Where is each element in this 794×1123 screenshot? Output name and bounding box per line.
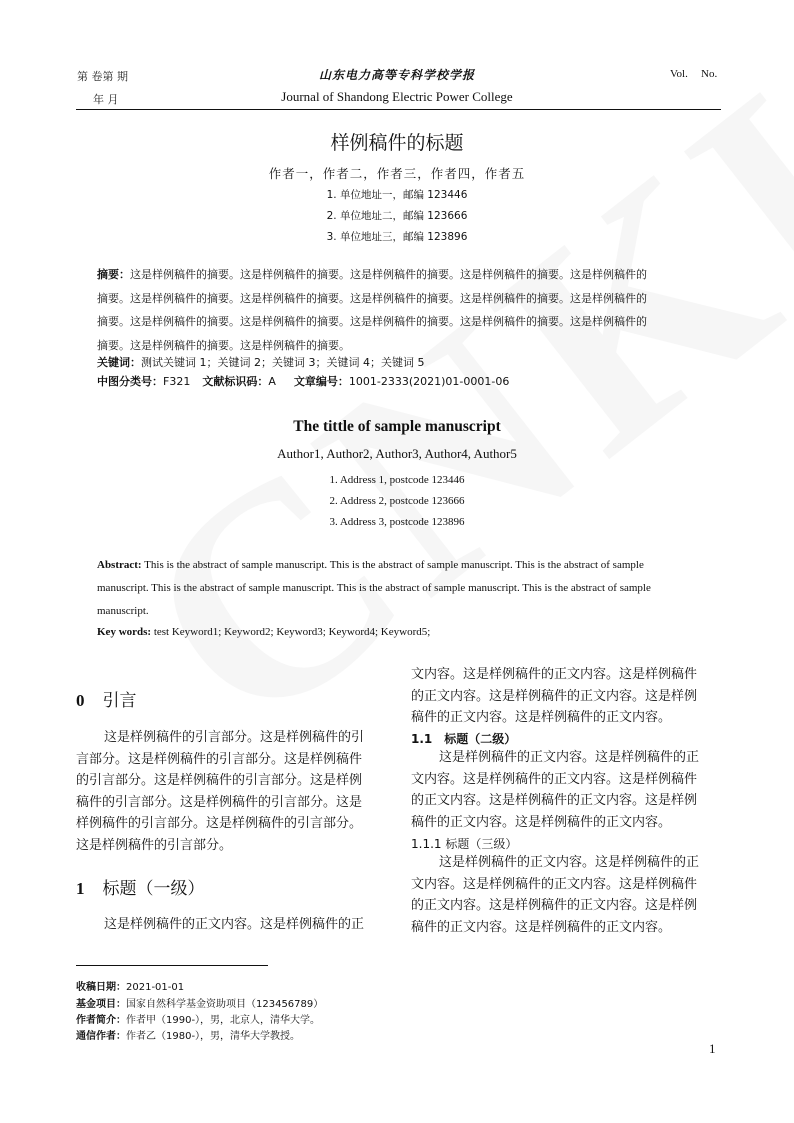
- date-label-cn: 年 月: [93, 93, 119, 106]
- abstract-en-label: Abstract:: [97, 559, 142, 571]
- paper-title-en: The tittle of sample manuscript: [293, 418, 501, 435]
- section-1-number: 1: [76, 879, 85, 898]
- intro-line: 这是样例稿件的引言部分。这是样例稿件的引: [104, 730, 365, 745]
- body-line: 文内容。这是样例稿件的正文内容。这是样例稿件: [411, 667, 698, 682]
- classification-line: [97, 374, 509, 390]
- right-col-continuation: [411, 664, 721, 729]
- abstract-cn-line: 摘要。这是样例稿件的摘要。这是样例稿件的摘要。: [97, 338, 350, 352]
- article-no-value: 1001-2333(2021)01-0001-06: [348, 375, 510, 388]
- keywords-cn-text: 测试关键词 1；关键词 2；关键词 3；关键词 4；关键词 5: [141, 356, 425, 369]
- abstract-cn-line: 摘要。这是样例稿件的摘要。这是样例稿件的摘要。这是样例稿件的摘要。这是样例稿件的摘要。这是样例稿件的: [97, 315, 647, 328]
- vol-label: Vol.: [670, 68, 688, 80]
- keywords-en-label: Key words:: [97, 626, 152, 638]
- intro-line: 稿件的引言部分。这是样例稿件的引言部分。这是: [76, 794, 363, 810]
- footnote-rule: [76, 965, 268, 966]
- intro-line: 样例稿件的引言部分。这是样例稿件的引言部分。: [76, 816, 363, 831]
- body-line: 这是样例稿件的正文内容。这是样例稿件的正: [104, 917, 365, 932]
- abstract-cn: [97, 263, 707, 357]
- subsection-1-1-1-paragraph: [411, 852, 721, 938]
- address-en-3: 3. Address 3, postcode 123896: [329, 516, 465, 528]
- section-0-heading: [76, 686, 137, 711]
- keywords-cn: [97, 355, 424, 371]
- body-line: 的正文内容。这是样例稿件的正文内容。这是样例: [411, 688, 698, 704]
- section-0-title: 引言: [102, 691, 137, 711]
- abstract-en: [97, 554, 697, 623]
- subsection-1-1-paragraph: [411, 747, 721, 833]
- journal-name-cn: 山东电力高等专科学校学报: [318, 68, 475, 82]
- keywords-en: [97, 624, 697, 640]
- keywords-en-text: test Keyword1; Keyword2; Keyword3; Keyword4; Keyword5;: [153, 626, 431, 638]
- section-1-heading: [76, 874, 205, 899]
- abstract-en-line: manuscript.: [97, 605, 149, 617]
- footnote-corresponding: 通信作者：作者乙（1980-），男，清华大学教授。: [76, 1031, 301, 1042]
- issue-label-cn: 第 卷第 期: [77, 70, 128, 83]
- journal-name-en: Journal of Shandong Electric Power College: [281, 89, 513, 104]
- authors-en: Author1, Author2, Author3, Author4, Author5: [277, 446, 517, 461]
- subsection-1-1-heading: 1.1 标题（二级）: [411, 732, 517, 746]
- abstract-cn-line: 摘要。这是样例稿件的摘要。这是样例稿件的摘要。这是样例稿件的摘要。这是样例稿件的摘要。这是样例稿件的: [97, 291, 647, 305]
- body-line: 稿件的正文内容。这是样例稿件的正文内容。: [411, 919, 672, 935]
- abstract-en-line: manuscript. This is the abstract of sample manuscript. This is the abstract of sample manuscript. This is the abstract of sample: [97, 582, 651, 594]
- section-1-title: 标题（一级）: [102, 879, 205, 899]
- keywords-cn-label: 关键词：: [97, 356, 141, 369]
- intro-line: 言部分。这是样例稿件的引言部分。这是样例稿件: [76, 751, 363, 767]
- body-line: 这是样例稿件的正文内容。这是样例稿件的正: [439, 750, 700, 765]
- address-en-2: 2. Address 2, postcode 123666: [329, 495, 465, 507]
- address-cn-3: 3. 单位地址三，邮编 123896: [326, 231, 468, 243]
- doc-code-label: 文献标识码：: [202, 375, 269, 388]
- clc-value: F321: [163, 375, 191, 388]
- body-line: 文内容。这是样例稿件的正文内容。这是样例稿件: [411, 771, 698, 787]
- address-en-1: 1. Address 1, postcode 123446: [329, 474, 465, 486]
- intro-line: 这是样例稿件的引言部分。: [76, 837, 233, 853]
- header-rule: [76, 109, 721, 110]
- paper-title-cn: 样例稿件的标题: [330, 132, 464, 154]
- section-0-number: 0: [76, 691, 85, 710]
- intro-paragraph: [76, 727, 386, 856]
- body-line: 的正文内容。这是样例稿件的正文内容。这是样例: [411, 793, 698, 808]
- intro-line: 的引言部分。这是样例稿件的引言部分。这是样例: [76, 773, 363, 788]
- abstract-en-line: Abstract: This is the abstract of sample manuscript. This is the abstract of sample manuscript. This is the abstract of sample: [97, 559, 644, 571]
- body-line: 稿件的正文内容。这是样例稿件的正文内容。: [411, 710, 672, 725]
- page-number: 1: [709, 1041, 716, 1056]
- abstract-cn-label: 摘要：: [97, 268, 130, 281]
- address-cn-1: 1. 单位地址一，邮编 123446: [326, 189, 468, 201]
- footnote-received: 收稿日期：2021-01-01: [76, 982, 185, 993]
- clc-label: 中图分类号：: [97, 375, 163, 388]
- footnote-fund: 基金项目：国家自然科学基金资助项目（123456789）: [76, 999, 324, 1010]
- address-cn-2: 2. 单位地址二，邮编 123666: [326, 210, 468, 222]
- body-line: 文内容。这是样例稿件的正文内容。这是样例稿件: [411, 876, 698, 892]
- body-line: 稿件的正文内容。这是样例稿件的正文内容。: [411, 814, 672, 830]
- authors-cn: 作者一，作者二，作者三，作者四，作者五: [268, 166, 526, 181]
- subsection-1-1-1-heading: 1.1.1 标题（三级）: [411, 837, 518, 851]
- section-1-paragraph: [76, 914, 386, 936]
- no-label: No.: [701, 68, 718, 80]
- article-no-label: 文章编号：: [293, 375, 349, 388]
- body-line: 的正文内容。这是样例稿件的正文内容。这是样例: [411, 898, 698, 913]
- abstract-cn-line: 摘要：这是样例稿件的摘要。这是样例稿件的摘要。这是样例稿件的摘要。这是样例稿件的摘要。这是样例稿件的: [97, 268, 647, 281]
- body-line: 这是样例稿件的正文内容。这是样例稿件的正: [439, 855, 700, 870]
- doc-code-value: A: [268, 375, 276, 388]
- footnote-author-bio: 作者简介：作者甲（1990-），男，北京人，清华大学。: [76, 1015, 321, 1026]
